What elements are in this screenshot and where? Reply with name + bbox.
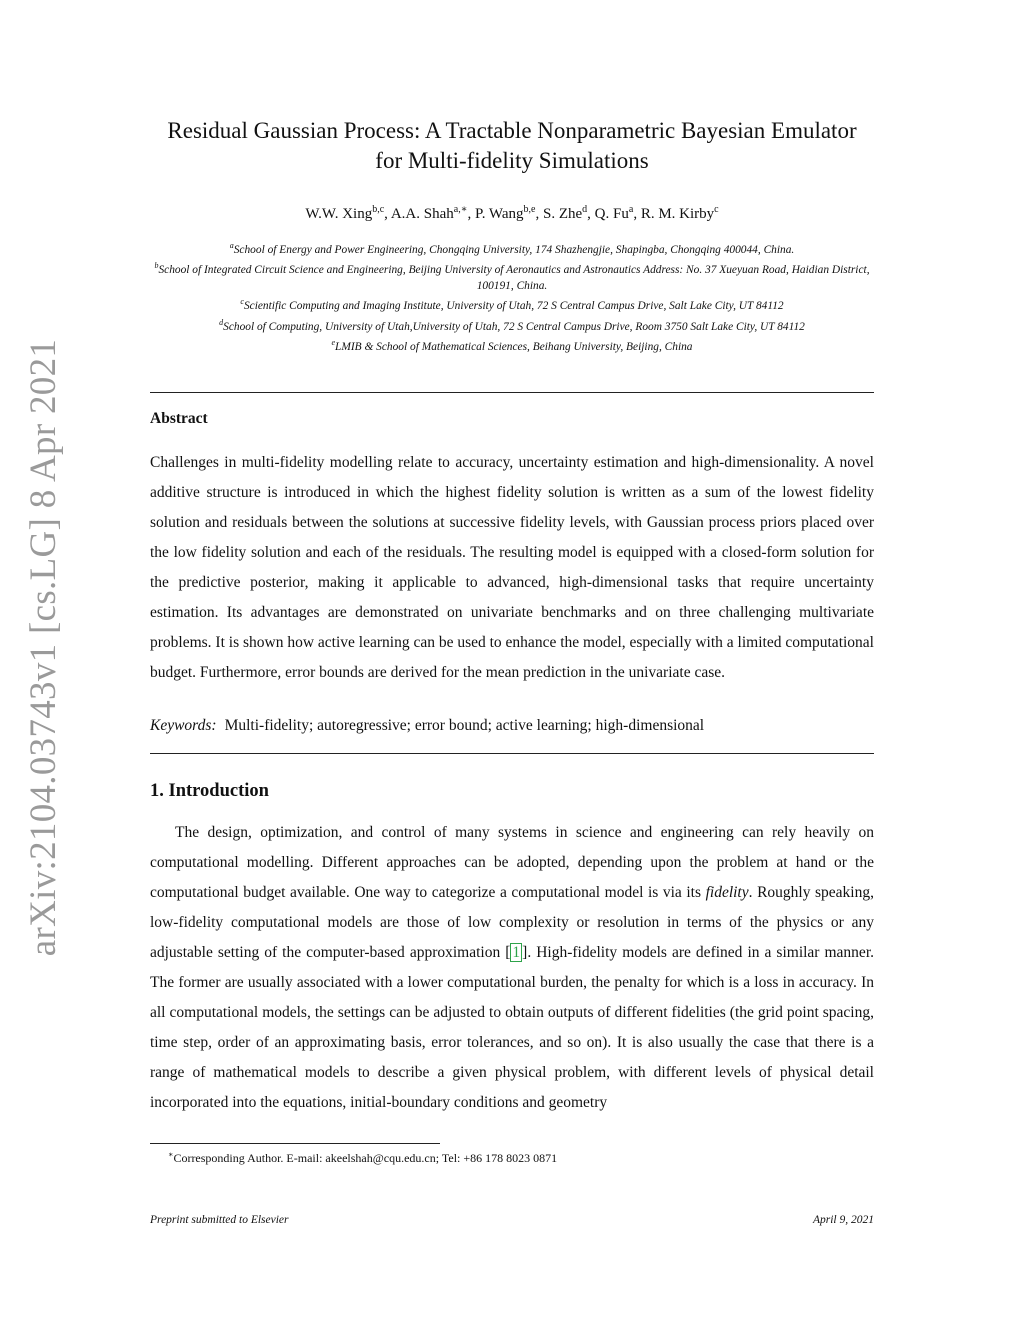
arxiv-sidebar-stamp [14, 338, 74, 957]
affiliation: $^a$School of Energy and Power Engineering, Chongqing University, 174 Shazhengjie, Shapingba, Chongqing 400044, China. [229, 241, 795, 256]
footnote-text: Corresponding Author. E-mail: akeelshah@cqu.edu.cn; Tel: +86 178 8023 0871 [173, 1151, 558, 1165]
author: W.W. Xing$^{b,c}$, [305, 204, 391, 222]
author: Q. Fu$^a$, [594, 204, 641, 222]
introduction-paragraph: The design, optimization, and control of many systems in science and engineering can rely heavily on computational modelling. Different approaches can be adopted, depending upon the problem at hand or the computational budget available. One way to categorize a computational model is via its fidelity. Roughly speaking, low-fidelity computational models are those of low complexity or resolution in terms of the physics or any adjustable setting of the computer-based approximation [ 1 ]. High-fidelity models are defined in a similar manner. The former are usually associated with a lower computational burden, the penalty for which is a loss in accuracy. In all computational models, the settings can be adjusted to obtain outputs of different fidelities (the grid point spacing, time step, order of an approximating basis, error tolerances, and so on). It is also usually the case that there is a range of mathematical models to describe a given physical problem, with different levels of physical detail incorporated into the equations, initial-boundary conditions and geometry [150, 824, 874, 1111]
paper-title [150, 116, 874, 176]
author: R. M. Kirby$^c$ [640, 204, 719, 222]
page-footer [150, 1214, 874, 1226]
author: S. Zhe$^d$, [543, 204, 595, 222]
abstract-top-rule [150, 392, 874, 393]
affiliation: $^d$School of Computing, University of Utah,University of Utah, 72 S Central Campus Drive, Room 3750 Salt Lake City, UT 84112 [219, 317, 805, 333]
keywords [150, 717, 874, 735]
citation-link[interactable]: 1 [512, 944, 521, 961]
keywords-text: Multi-fidelity; autoregressive; error bound; active learning; high-dimensional [224, 717, 705, 734]
keywords-label: Keywords: [150, 717, 217, 734]
affiliation: $^e$LMIB & School of Mathematical Sciences, Beihang University, Beijing, China [331, 338, 693, 353]
affiliation: $^c$Scientific Computing and Imaging Institute, University of Utah, 72 S Central Campus Drive, Salt Lake City, UT 84112 [240, 297, 784, 313]
author: P. Wang$^{b,e}$, [475, 204, 543, 222]
title-line-2: for Multi-fidelity Simulations [375, 148, 649, 173]
arxiv-id-text: arXiv:2104.03743v1 [cs.LG] 8 Apr 2021 [23, 338, 65, 957]
title-line-1: Residual Gaussian Process: A Tractable Nonparametric Bayesian Emulator [167, 118, 857, 143]
section-heading-introduction: 1. Introduction [150, 781, 269, 801]
footnote-mark: ∗ [168, 1150, 174, 1159]
abstract-body: Challenges in multi-fidelity modelling relate to accuracy, uncertainty estimation and high-dimensionality. A novel additive structure is introduced in which the highest fidelity solution is written as a sum of the lowest fidelity solution and residuals between the solutions at successive fidelity levels, with Gaussian process priors placed over the low fidelity solution and each of the residuals. The resulting model is equipped with a closed-form solution for the predictive posterior, making it applicable to advanced, high-dimensional tasks that require uncertainty estimation. Its advantages are demonstrated on univariate benchmarks and on three challenging multivariate problems. It is shown how active learning can be used to enhance the model, especially with a limited computational budget. Furthermore, error bounds are derived for the mean prediction in the univariate case. [150, 454, 874, 681]
affiliation-list [150, 238, 874, 356]
footnote [150, 1150, 892, 1166]
author: A.A. Shah$^{a,∗}$, [390, 204, 476, 222]
affiliation: $^b$School of Integrated Circuit Science and Engineering, Beijing University of Aeronautics and Astronautics Address: No. 37 Xueyuan Road, Haidian District, 100191, China. [154, 261, 870, 292]
emphasis-fidelity: fidelity [705, 884, 749, 901]
footer-left: Preprint submitted to Elsevier [150, 1214, 289, 1226]
author-list [150, 204, 874, 223]
abstract-heading: Abstract [150, 410, 208, 427]
abstract-bottom-rule [150, 753, 874, 754]
footer-date: April 9, 2021 [812, 1214, 874, 1226]
footnote-rule [150, 1143, 440, 1144]
